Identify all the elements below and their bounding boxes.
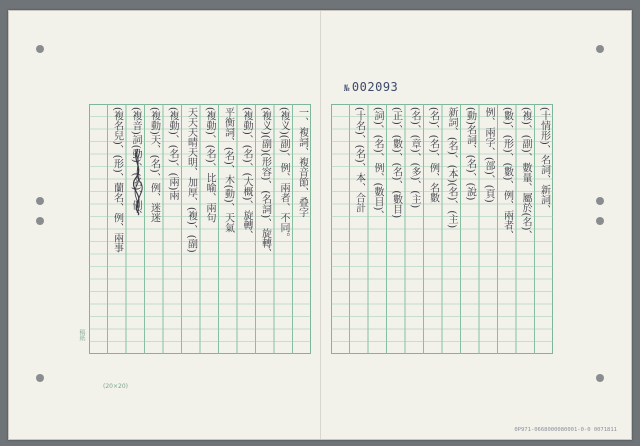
- handwritten-column: (正)、(數)、(名)、(數目): [390, 107, 402, 219]
- page-fold: [320, 11, 321, 439]
- handwritten-column: (數)、(形)、(數)、例、兩者、: [501, 107, 513, 241]
- binder-hole: [36, 217, 44, 225]
- serial-digits: 002093: [351, 80, 399, 94]
- handwritten-column: (複)、(副)、數量、屬於(名)、: [520, 107, 531, 241]
- binder-hole: [36, 45, 44, 53]
- handwritten-column: (複動)、(名)、(兩)兩: [167, 107, 178, 201]
- handwritten-column: 天天天晴天明、加厚、(複)、(副): [185, 107, 197, 253]
- grid-size-label: (20×20): [103, 383, 128, 390]
- manuscript-sheet: [8, 10, 632, 440]
- handwritten-column: 例、兩字、(部)、(頁): [483, 107, 494, 203]
- handwritten-column: 新詞、(名)、(本)(名)、(主): [446, 107, 457, 229]
- handwritten-column: (複動)、(名)、(大概)、旋轉、: [241, 107, 252, 241]
- serial-number: [344, 80, 398, 94]
- catalog-number: 0P971-0668000080001-0-0 0071811: [514, 427, 617, 433]
- handwritten-column: (十情形)、名詞、新詞、: [538, 107, 550, 215]
- handwritten-column: (動)名詞、(名)、(說): [464, 107, 476, 201]
- binder-hole: [596, 217, 604, 225]
- serial-prefix: №: [344, 84, 350, 94]
- binder-hole: [596, 374, 604, 382]
- paper-brand-label: 稿紙: [78, 329, 85, 341]
- handwritten-column: (複動)天、(名)、例、迷迷: [148, 107, 160, 223]
- binder-hole: [36, 374, 44, 382]
- handwritten-column: (名)、(章)、(多)、(主): [409, 107, 420, 209]
- handwritten-column: (名)、(名)、例、名數: [427, 107, 439, 203]
- handwritten-column: (複义)(副)、例、兩者、不同。: [278, 107, 289, 243]
- handwritten-column: 平衡詞、(名)、木(動)、天氣: [222, 107, 234, 233]
- handwritten-column: (複义)(副)(形容)、(名詞)、旋轉、: [259, 107, 271, 259]
- handwritten-column: (複名兒)、(形)、蘭名、例、兩事: [111, 107, 123, 253]
- handwritten-column: (詞)、(名)、例、(數目)、: [372, 107, 383, 221]
- binder-hole: [36, 197, 44, 205]
- handwritten-column: 一、複詞、複音節、叠字: [296, 107, 308, 217]
- binder-hole: [596, 197, 604, 205]
- binder-hole: [596, 45, 604, 53]
- handwritten-column: (十名)、(名)、本、合計: [353, 107, 365, 213]
- handwritten-column: (複動)、(名)、比喻、兩句: [204, 107, 215, 223]
- ink-scribble: [129, 147, 147, 217]
- handwritten-column: (複音)詞(動)、(名)、例、: [130, 107, 141, 221]
